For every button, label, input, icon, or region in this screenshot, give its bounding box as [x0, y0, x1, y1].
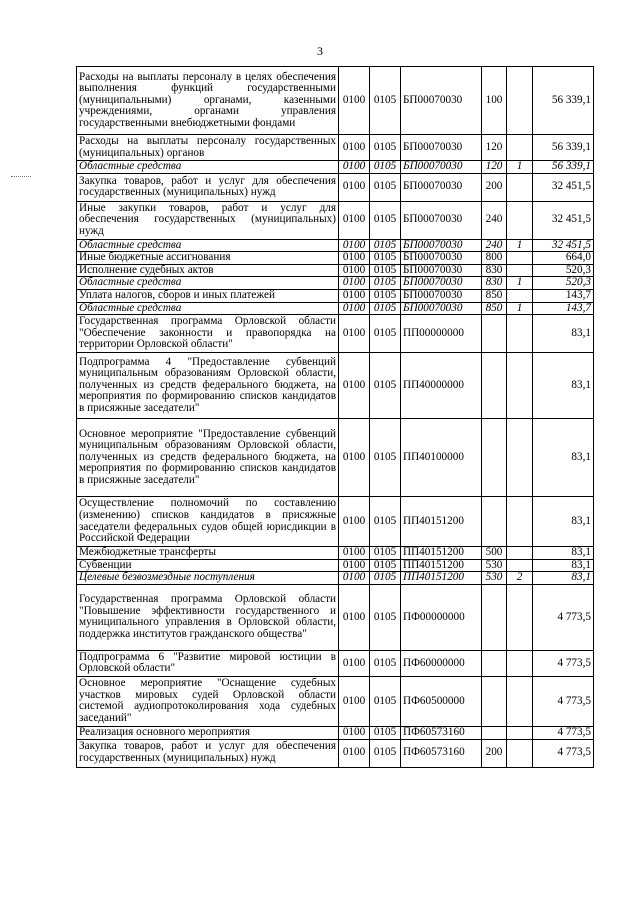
- subsection-code: 0105: [370, 419, 401, 497]
- amount-cell: 4 773,5: [533, 676, 594, 726]
- amount-cell: 56 339,1: [533, 135, 594, 161]
- table-row: [77, 559, 594, 572]
- expense-type-code: [482, 419, 507, 497]
- expense-type-code: 530: [482, 559, 507, 572]
- source-code: [507, 289, 533, 302]
- target-article-code: БП00070030: [401, 173, 482, 201]
- expense-type-code: 100: [482, 67, 507, 135]
- amount-cell: 83,1: [533, 419, 594, 497]
- section-code: 0100: [339, 135, 370, 161]
- subsection-code: 0105: [370, 239, 401, 252]
- subsection-code: 0105: [370, 584, 401, 650]
- table-row: [77, 252, 594, 265]
- source-code: [507, 252, 533, 265]
- subsection-code: 0105: [370, 201, 401, 239]
- expense-type-code: 200: [482, 173, 507, 201]
- row-name: Государственная программа Орловской области "Обеспечение законности и правопорядка на территории Орловской области": [77, 315, 339, 353]
- section-code: 0100: [339, 277, 370, 290]
- amount-cell: 4 773,5: [533, 726, 594, 739]
- subsection-code: 0105: [370, 264, 401, 277]
- target-article-code: ПФ60000000: [401, 650, 482, 676]
- section-code: 0100: [339, 572, 370, 585]
- source-code: [507, 264, 533, 277]
- amount-cell: 83,1: [533, 353, 594, 419]
- subsection-code: 0105: [370, 161, 401, 174]
- row-name: Областные средства: [77, 302, 339, 315]
- target-article-code: ПФ60500000: [401, 676, 482, 726]
- target-article-code: ПП00000000: [401, 315, 482, 353]
- amount-cell: 143,7: [533, 302, 594, 315]
- amount-cell: 83,1: [533, 559, 594, 572]
- table-row: [77, 419, 594, 497]
- section-code: 0100: [339, 497, 370, 547]
- source-code: [507, 584, 533, 650]
- source-code: 1: [507, 277, 533, 290]
- row-name: Уплата налогов, сборов и иных платежей: [77, 289, 339, 302]
- source-code: 1: [507, 239, 533, 252]
- expense-type-code: [482, 584, 507, 650]
- amount-cell: 83,1: [533, 497, 594, 547]
- source-code: [507, 67, 533, 135]
- source-code: [507, 650, 533, 676]
- section-code: 0100: [339, 559, 370, 572]
- expense-type-code: 800: [482, 252, 507, 265]
- subsection-code: 0105: [370, 252, 401, 265]
- amount-cell: 32 451,5: [533, 239, 594, 252]
- expense-type-code: 530: [482, 572, 507, 585]
- section-code: 0100: [339, 289, 370, 302]
- row-name: Областные средства: [77, 277, 339, 290]
- amount-cell: 4 773,5: [533, 739, 594, 767]
- row-name: Основное мероприятие "Оснащение судебных участков мировых судей Орловской области системой аудиопротоколирования хода судебных заседаний": [77, 676, 339, 726]
- subsection-code: 0105: [370, 302, 401, 315]
- target-article-code: БП00070030: [401, 67, 482, 135]
- amount-cell: 143,7: [533, 289, 594, 302]
- expense-type-code: [482, 497, 507, 547]
- target-article-code: ПП40151200: [401, 559, 482, 572]
- section-code: 0100: [339, 161, 370, 174]
- expense-type-code: 850: [482, 302, 507, 315]
- source-code: [507, 547, 533, 560]
- expense-type-code: 200: [482, 739, 507, 767]
- subsection-code: 0105: [370, 315, 401, 353]
- table-row: [77, 277, 594, 290]
- subsection-code: 0105: [370, 559, 401, 572]
- expense-type-code: 120: [482, 161, 507, 174]
- source-code: 1: [507, 302, 533, 315]
- source-code: [507, 726, 533, 739]
- expense-type-code: [482, 315, 507, 353]
- amount-cell: 664,0: [533, 252, 594, 265]
- row-name: Иные закупки товаров, работ и услуг для обеспечения государственных (муниципальных) нужд: [77, 201, 339, 239]
- target-article-code: БП00070030: [401, 277, 482, 290]
- row-name: Субвенции: [77, 559, 339, 572]
- expense-type-code: [482, 676, 507, 726]
- row-name: Основное мероприятие "Предоставление субвенций муниципальным образованиям Орловской области, полученных из средств федерального бюджета, на мероприятия по формированию списков кандидатов в присяжные заседатели": [77, 419, 339, 497]
- target-article-code: БП00070030: [401, 135, 482, 161]
- target-article-code: ПФ60573160: [401, 739, 482, 767]
- amount-cell: 32 451,5: [533, 173, 594, 201]
- section-code: 0100: [339, 739, 370, 767]
- section-code: 0100: [339, 353, 370, 419]
- table-row: [77, 161, 594, 174]
- expense-type-code: 830: [482, 277, 507, 290]
- target-article-code: ПП40100000: [401, 419, 482, 497]
- target-article-code: БП00070030: [401, 252, 482, 265]
- expense-type-code: 500: [482, 547, 507, 560]
- table-row: [77, 201, 594, 239]
- expense-type-code: 830: [482, 264, 507, 277]
- page-number: 3: [317, 44, 323, 58]
- table-row: [77, 315, 594, 353]
- subsection-code: 0105: [370, 497, 401, 547]
- table-row: [77, 173, 594, 201]
- table-row: [77, 239, 594, 252]
- subsection-code: 0105: [370, 67, 401, 135]
- target-article-code: ПП40151200: [401, 547, 482, 560]
- target-article-code: ПП40151200: [401, 572, 482, 585]
- table-row: [77, 302, 594, 315]
- section-code: 0100: [339, 726, 370, 739]
- source-code: [507, 135, 533, 161]
- expense-type-code: 240: [482, 201, 507, 239]
- target-article-code: ПФ00000000: [401, 584, 482, 650]
- section-code: 0100: [339, 650, 370, 676]
- source-code: [507, 201, 533, 239]
- amount-cell: 4 773,5: [533, 584, 594, 650]
- amount-cell: 83,1: [533, 547, 594, 560]
- table-row: [77, 650, 594, 676]
- subsection-code: 0105: [370, 547, 401, 560]
- table-row: [77, 676, 594, 726]
- subsection-code: 0105: [370, 173, 401, 201]
- row-name: Расходы на выплаты персоналу государственных (муниципальных) органов: [77, 135, 339, 161]
- source-code: [507, 559, 533, 572]
- amount-cell: 520,3: [533, 264, 594, 277]
- row-name: Подпрограмма 4 "Предоставление субвенций муниципальным образованиям Орловской области, полученных из средств федерального бюджета, на мероприятия по формированию списков кандидатов в присяжные заседатели": [77, 353, 339, 419]
- table-row: [77, 547, 594, 560]
- subsection-code: 0105: [370, 739, 401, 767]
- section-code: 0100: [339, 264, 370, 277]
- subsection-code: 0105: [370, 135, 401, 161]
- source-code: 2: [507, 572, 533, 585]
- subsection-code: 0105: [370, 353, 401, 419]
- source-code: [507, 739, 533, 767]
- section-code: 0100: [339, 419, 370, 497]
- budget-table: [76, 66, 594, 768]
- table-row: [77, 353, 594, 419]
- amount-cell: 56 339,1: [533, 67, 594, 135]
- row-name: Расходы на выплаты персоналу в целях обеспечения выполнения функций государственными (муниципальными) органами, казенными учреждениями, органами управления государственными внебюджетными фондами: [77, 67, 339, 135]
- table-row: [77, 135, 594, 161]
- amount-cell: 4 773,5: [533, 650, 594, 676]
- row-name: Областные средства: [77, 161, 339, 174]
- table-row: [77, 289, 594, 302]
- subsection-code: 0105: [370, 277, 401, 290]
- table-row: [77, 584, 594, 650]
- amount-cell: 520,3: [533, 277, 594, 290]
- table-row: [77, 67, 594, 135]
- row-name: Областные средства: [77, 239, 339, 252]
- source-code: [507, 676, 533, 726]
- source-code: [507, 353, 533, 419]
- section-code: 0100: [339, 315, 370, 353]
- target-article-code: ПП40000000: [401, 353, 482, 419]
- target-article-code: БП00070030: [401, 239, 482, 252]
- target-article-code: БП00070030: [401, 264, 482, 277]
- row-name: Подпрограмма 6 "Развитие мировой юстиции в Орловской области": [77, 650, 339, 676]
- expense-type-code: [482, 650, 507, 676]
- target-article-code: ПП40151200: [401, 497, 482, 547]
- row-name: Иные бюджетные ассигнования: [77, 252, 339, 265]
- target-article-code: БП00070030: [401, 289, 482, 302]
- row-name: Закупка товаров, работ и услуг для обеспечения государственных (муниципальных) нужд: [77, 173, 339, 201]
- section-code: 0100: [339, 547, 370, 560]
- amount-cell: 32 451,5: [533, 201, 594, 239]
- expense-type-code: [482, 726, 507, 739]
- source-code: [507, 497, 533, 547]
- table-row: [77, 739, 594, 767]
- subsection-code: 0105: [370, 726, 401, 739]
- row-name: Осуществление полномочий по составлению (изменению) списков кандидатов в присяжные заседатели федеральных судов общей юрисдикции в Российской Федерации: [77, 497, 339, 547]
- row-name: Межбюджетные трансферты: [77, 547, 339, 560]
- expense-type-code: [482, 353, 507, 419]
- amount-cell: 83,1: [533, 315, 594, 353]
- table-row: [77, 264, 594, 277]
- table-row: [77, 726, 594, 739]
- section-code: 0100: [339, 584, 370, 650]
- source-code: [507, 173, 533, 201]
- source-code: [507, 315, 533, 353]
- amount-cell: 56 339,1: [533, 161, 594, 174]
- row-name: Государственная программа Орловской области "Повышение эффективности государственного и муниципального управления в Орловской области, поддержка институтов гражданского общества": [77, 584, 339, 650]
- subsection-code: 0105: [370, 676, 401, 726]
- section-code: 0100: [339, 302, 370, 315]
- section-code: 0100: [339, 252, 370, 265]
- expense-type-code: 120: [482, 135, 507, 161]
- section-code: 0100: [339, 67, 370, 135]
- source-code: [507, 419, 533, 497]
- table-row: [77, 497, 594, 547]
- section-code: 0100: [339, 676, 370, 726]
- amount-cell: 83,1: [533, 572, 594, 585]
- row-name: Целевые безвозмездные поступления: [77, 572, 339, 585]
- subsection-code: 0105: [370, 289, 401, 302]
- row-name: Исполнение судебных актов: [77, 264, 339, 277]
- row-name: Реализация основного мероприятия: [77, 726, 339, 739]
- table-row: [77, 572, 594, 585]
- expense-type-code: 240: [482, 239, 507, 252]
- target-article-code: БП00070030: [401, 302, 482, 315]
- source-code: 1: [507, 161, 533, 174]
- section-code: 0100: [339, 201, 370, 239]
- section-code: 0100: [339, 239, 370, 252]
- section-code: 0100: [339, 173, 370, 201]
- expense-type-code: 850: [482, 289, 507, 302]
- margin-mark: [11, 176, 31, 177]
- subsection-code: 0105: [370, 650, 401, 676]
- subsection-code: 0105: [370, 572, 401, 585]
- target-article-code: ПФ60573160: [401, 726, 482, 739]
- target-article-code: БП00070030: [401, 201, 482, 239]
- target-article-code: БП00070030: [401, 161, 482, 174]
- row-name: Закупка товаров, работ и услуг для обеспечения государственных (муниципальных) нужд: [77, 739, 339, 767]
